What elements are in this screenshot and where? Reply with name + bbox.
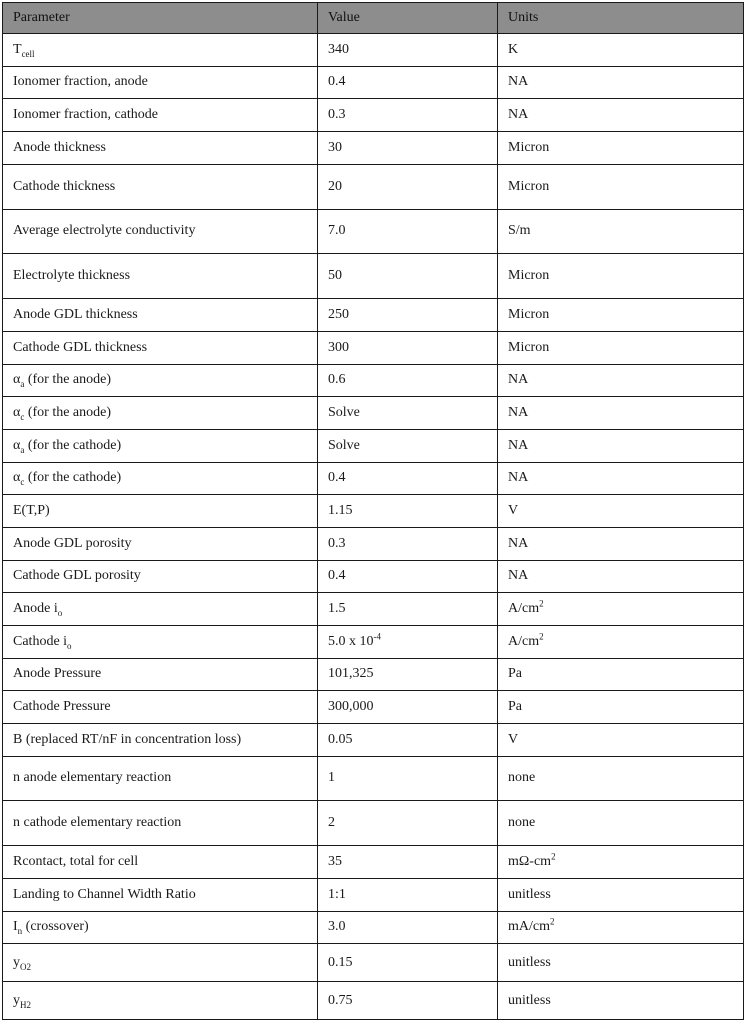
parameter-cell-subscript: a bbox=[20, 379, 25, 390]
table-row bbox=[3, 164, 744, 209]
parameter-cell-subscript: a bbox=[20, 444, 25, 455]
parameter-cell-subscript: n bbox=[17, 926, 23, 937]
table-row bbox=[3, 879, 744, 912]
units-cell bbox=[498, 944, 744, 982]
parameter-cell-suffix: (for the anode) bbox=[24, 405, 112, 421]
parameter-table bbox=[2, 2, 744, 1020]
parameter-cell bbox=[3, 691, 318, 724]
parameter-cell bbox=[3, 34, 318, 67]
parameter-cell bbox=[3, 254, 318, 299]
units-cell-superscript: 2 bbox=[539, 631, 544, 642]
value-cell-text: 0.15 bbox=[328, 954, 353, 970]
units-cell-text: V bbox=[508, 731, 519, 747]
table-row bbox=[3, 462, 744, 495]
units-cell-text: K bbox=[508, 41, 519, 57]
value-cell-text: 2 bbox=[328, 815, 335, 831]
value-cell-text: 300 bbox=[328, 339, 349, 355]
units-cell-text: A/cm bbox=[508, 601, 540, 617]
units-cell-text: Micron bbox=[508, 307, 550, 323]
parameter-cell-text: Rcontact, total for cell bbox=[13, 854, 139, 870]
units-cell-text: NA bbox=[508, 107, 529, 123]
parameter-cell bbox=[3, 495, 318, 528]
parameter-cell-suffix: (for the anode) bbox=[24, 372, 112, 388]
value-cell-text: 0.3 bbox=[328, 535, 346, 551]
value-cell bbox=[318, 66, 498, 99]
units-cell-text: NA bbox=[508, 470, 529, 486]
units-cell-superscript: 2 bbox=[550, 916, 555, 927]
table-row bbox=[3, 34, 744, 67]
parameter-cell-text: Ionomer fraction, anode bbox=[13, 74, 148, 90]
table-row bbox=[3, 364, 744, 397]
value-cell bbox=[318, 131, 498, 164]
value-cell-text: 0.3 bbox=[328, 107, 346, 123]
units-cell-text: Micron bbox=[508, 178, 550, 194]
parameter-cell-text: α bbox=[13, 372, 21, 388]
header-value: Value bbox=[318, 3, 498, 34]
table-header-row bbox=[3, 3, 744, 34]
units-cell bbox=[498, 879, 744, 912]
table-row bbox=[3, 299, 744, 332]
header-parameter: Parameter bbox=[3, 3, 318, 34]
value-cell-text: 340 bbox=[328, 41, 349, 57]
parameter-cell bbox=[3, 846, 318, 879]
table-row bbox=[3, 495, 744, 528]
value-cell-text: 0.75 bbox=[328, 992, 353, 1008]
parameter-cell-text: Cathode i bbox=[13, 633, 68, 649]
units-cell bbox=[498, 801, 744, 846]
units-cell-text: Pa bbox=[508, 699, 522, 715]
parameter-cell-text: α bbox=[13, 470, 21, 486]
parameter-cell bbox=[3, 299, 318, 332]
value-cell-text: 0.4 bbox=[328, 470, 346, 486]
table-row bbox=[3, 254, 744, 299]
table-row bbox=[3, 99, 744, 132]
units-cell-text: Micron bbox=[508, 139, 550, 155]
parameter-cell-suffix: (for the cathode) bbox=[24, 437, 122, 453]
parameter-cell-text: α bbox=[13, 405, 21, 421]
units-cell-text: NA bbox=[508, 437, 529, 453]
parameter-cell-text: B (replaced RT/nF in concentration loss) bbox=[13, 731, 242, 747]
value-cell-text: 0.6 bbox=[328, 372, 346, 388]
parameter-cell-subscript: o bbox=[67, 640, 72, 651]
parameter-cell bbox=[3, 756, 318, 801]
parameter-cell bbox=[3, 593, 318, 626]
parameter-cell-text: Anode GDL thickness bbox=[13, 307, 138, 323]
table-row bbox=[3, 131, 744, 164]
value-cell bbox=[318, 691, 498, 724]
table-row bbox=[3, 658, 744, 691]
parameter-cell bbox=[3, 397, 318, 430]
units-cell-text: NA bbox=[508, 535, 529, 551]
parameter-cell-text: Anode i bbox=[13, 601, 58, 617]
value-cell bbox=[318, 34, 498, 67]
parameter-cell-text: Landing to Channel Width Ratio bbox=[13, 886, 196, 902]
parameter-cell bbox=[3, 911, 318, 944]
value-cell bbox=[318, 164, 498, 209]
parameter-cell-text: α bbox=[13, 437, 21, 453]
parameter-cell-text: y bbox=[13, 954, 20, 970]
units-cell-superscript: 2 bbox=[551, 851, 556, 862]
units-cell bbox=[498, 429, 744, 462]
units-cell bbox=[498, 982, 744, 1020]
value-cell-text: 0.4 bbox=[328, 74, 346, 90]
parameter-cell bbox=[3, 364, 318, 397]
value-cell bbox=[318, 527, 498, 560]
parameter-cell bbox=[3, 527, 318, 560]
value-cell bbox=[318, 723, 498, 756]
parameter-cell-text: I bbox=[13, 919, 18, 935]
value-cell bbox=[318, 209, 498, 254]
units-cell bbox=[498, 34, 744, 67]
value-cell-text: 101,325 bbox=[328, 666, 374, 682]
parameter-cell bbox=[3, 658, 318, 691]
table-row bbox=[3, 625, 744, 658]
units-cell bbox=[498, 131, 744, 164]
parameter-cell bbox=[3, 164, 318, 209]
parameter-cell-text: Anode thickness bbox=[13, 139, 106, 155]
units-cell-text: S/m bbox=[508, 223, 531, 239]
table-row bbox=[3, 429, 744, 462]
parameter-cell bbox=[3, 66, 318, 99]
units-cell bbox=[498, 527, 744, 560]
units-cell bbox=[498, 756, 744, 801]
table-row bbox=[3, 209, 744, 254]
parameter-cell-text: Ionomer fraction, cathode bbox=[13, 107, 158, 123]
value-cell bbox=[318, 756, 498, 801]
value-cell bbox=[318, 254, 498, 299]
table-row bbox=[3, 332, 744, 365]
value-cell-text: 1:1 bbox=[328, 886, 346, 902]
value-cell-text: Solve bbox=[328, 437, 360, 453]
value-cell bbox=[318, 462, 498, 495]
parameter-cell bbox=[3, 131, 318, 164]
parameter-cell bbox=[3, 209, 318, 254]
units-cell bbox=[498, 625, 744, 658]
parameter-cell bbox=[3, 99, 318, 132]
value-cell bbox=[318, 495, 498, 528]
parameter-cell bbox=[3, 332, 318, 365]
units-cell bbox=[498, 397, 744, 430]
parameter-cell bbox=[3, 625, 318, 658]
table-row bbox=[3, 593, 744, 626]
header-units: Units bbox=[498, 3, 744, 34]
units-cell bbox=[498, 99, 744, 132]
parameter-cell bbox=[3, 560, 318, 593]
units-cell bbox=[498, 723, 744, 756]
parameter-cell-suffix: (for the cathode) bbox=[24, 470, 122, 486]
units-cell bbox=[498, 209, 744, 254]
value-cell-superscript: -4 bbox=[373, 631, 381, 642]
value-cell-text: 250 bbox=[328, 307, 349, 323]
units-cell-text: Micron bbox=[508, 339, 550, 355]
parameter-cell bbox=[3, 723, 318, 756]
value-cell bbox=[318, 801, 498, 846]
parameter-cell bbox=[3, 982, 318, 1020]
value-cell-text: 300,000 bbox=[328, 699, 374, 715]
units-cell bbox=[498, 911, 744, 944]
value-cell bbox=[318, 944, 498, 982]
parameter-cell-suffix: (crossover) bbox=[22, 919, 89, 935]
units-cell-superscript: 2 bbox=[539, 598, 544, 609]
parameter-cell-text: n cathode elementary reaction bbox=[13, 815, 182, 831]
parameter-cell-text: Cathode Pressure bbox=[13, 699, 111, 715]
units-cell bbox=[498, 658, 744, 691]
value-cell-text: 0.05 bbox=[328, 731, 353, 747]
parameter-cell-text: Electrolyte thickness bbox=[13, 268, 131, 284]
parameter-cell bbox=[3, 944, 318, 982]
units-cell bbox=[498, 593, 744, 626]
table-row bbox=[3, 397, 744, 430]
value-cell bbox=[318, 332, 498, 365]
units-cell-text: NA bbox=[508, 372, 529, 388]
units-cell bbox=[498, 164, 744, 209]
parameter-cell-subscript: o bbox=[57, 607, 63, 618]
table-row bbox=[3, 723, 744, 756]
value-cell-text: 50 bbox=[328, 268, 342, 284]
parameter-cell-text: Anode GDL porosity bbox=[13, 535, 132, 551]
value-cell bbox=[318, 429, 498, 462]
value-cell bbox=[318, 982, 498, 1020]
table-row bbox=[3, 66, 744, 99]
table-row bbox=[3, 527, 744, 560]
parameter-cell-text: Anode Pressure bbox=[13, 666, 102, 682]
parameter-cell bbox=[3, 462, 318, 495]
value-cell-text: 35 bbox=[328, 854, 342, 870]
value-cell-text: Solve bbox=[328, 405, 360, 421]
table-row bbox=[3, 560, 744, 593]
value-cell bbox=[318, 299, 498, 332]
table-body bbox=[3, 34, 744, 1020]
parameter-cell-text: Average electrolyte conductivity bbox=[13, 223, 196, 239]
value-cell bbox=[318, 99, 498, 132]
value-cell-text: 20 bbox=[328, 178, 342, 194]
value-cell bbox=[318, 560, 498, 593]
units-cell-text: NA bbox=[508, 405, 529, 421]
parameter-cell-text: Cathode GDL porosity bbox=[13, 568, 141, 584]
value-cell-text: 3.0 bbox=[328, 919, 346, 935]
parameter-cell-subscript: O2 bbox=[20, 961, 31, 972]
units-cell-text: A/cm bbox=[508, 633, 540, 649]
units-cell-text: Micron bbox=[508, 268, 550, 284]
value-cell bbox=[318, 846, 498, 879]
units-cell bbox=[498, 364, 744, 397]
value-cell-text: 1 bbox=[328, 770, 335, 786]
table-row bbox=[3, 944, 744, 982]
units-cell-text: mA/cm bbox=[508, 919, 550, 935]
table-row bbox=[3, 801, 744, 846]
value-cell bbox=[318, 658, 498, 691]
parameter-cell bbox=[3, 429, 318, 462]
value-cell bbox=[318, 911, 498, 944]
parameter-cell-text: Cathode GDL thickness bbox=[13, 339, 148, 355]
units-cell bbox=[498, 332, 744, 365]
units-cell bbox=[498, 846, 744, 879]
value-cell-text: 30 bbox=[328, 139, 342, 155]
value-cell-text: 0.4 bbox=[328, 568, 346, 584]
parameter-cell bbox=[3, 801, 318, 846]
value-cell bbox=[318, 364, 498, 397]
units-cell bbox=[498, 66, 744, 99]
parameter-cell-text: y bbox=[13, 992, 20, 1008]
parameter-cell-subscript: c bbox=[20, 477, 25, 488]
units-cell bbox=[498, 560, 744, 593]
units-cell-text: unitless bbox=[508, 886, 551, 902]
units-cell-text: none bbox=[508, 815, 536, 831]
units-cell-text: NA bbox=[508, 568, 529, 584]
value-cell-text: 5.0 x 10 bbox=[328, 633, 374, 649]
parameter-cell-text: n anode elementary reaction bbox=[13, 770, 172, 786]
parameter-cell-text: T bbox=[13, 41, 22, 57]
units-cell-text: Pa bbox=[508, 666, 522, 682]
parameter-cell bbox=[3, 879, 318, 912]
table-row bbox=[3, 846, 744, 879]
units-cell bbox=[498, 691, 744, 724]
table-row bbox=[3, 691, 744, 724]
value-cell bbox=[318, 879, 498, 912]
parameter-cell-subscript: c bbox=[20, 411, 25, 422]
table-row bbox=[3, 911, 744, 944]
parameter-cell-subscript: cell bbox=[21, 48, 35, 59]
units-cell-text: NA bbox=[508, 74, 529, 90]
units-cell bbox=[498, 462, 744, 495]
units-cell-text: unitless bbox=[508, 954, 551, 970]
units-cell-text: unitless bbox=[508, 992, 551, 1008]
value-cell bbox=[318, 593, 498, 626]
table-row bbox=[3, 756, 744, 801]
units-cell-text: none bbox=[508, 770, 536, 786]
units-cell-text: V bbox=[508, 503, 519, 519]
value-cell-text: 7.0 bbox=[328, 223, 346, 239]
parameter-cell-subscript: H2 bbox=[20, 999, 31, 1010]
value-cell-text: 1.15 bbox=[328, 503, 353, 519]
value-cell bbox=[318, 625, 498, 658]
parameter-cell-text: E(T,P) bbox=[13, 503, 50, 519]
units-cell bbox=[498, 495, 744, 528]
table-row bbox=[3, 982, 744, 1020]
parameter-cell-text: Cathode thickness bbox=[13, 178, 116, 194]
units-cell-text: mΩ-cm bbox=[508, 854, 552, 870]
value-cell-text: 1.5 bbox=[328, 601, 346, 617]
value-cell bbox=[318, 397, 498, 430]
units-cell bbox=[498, 299, 744, 332]
units-cell bbox=[498, 254, 744, 299]
